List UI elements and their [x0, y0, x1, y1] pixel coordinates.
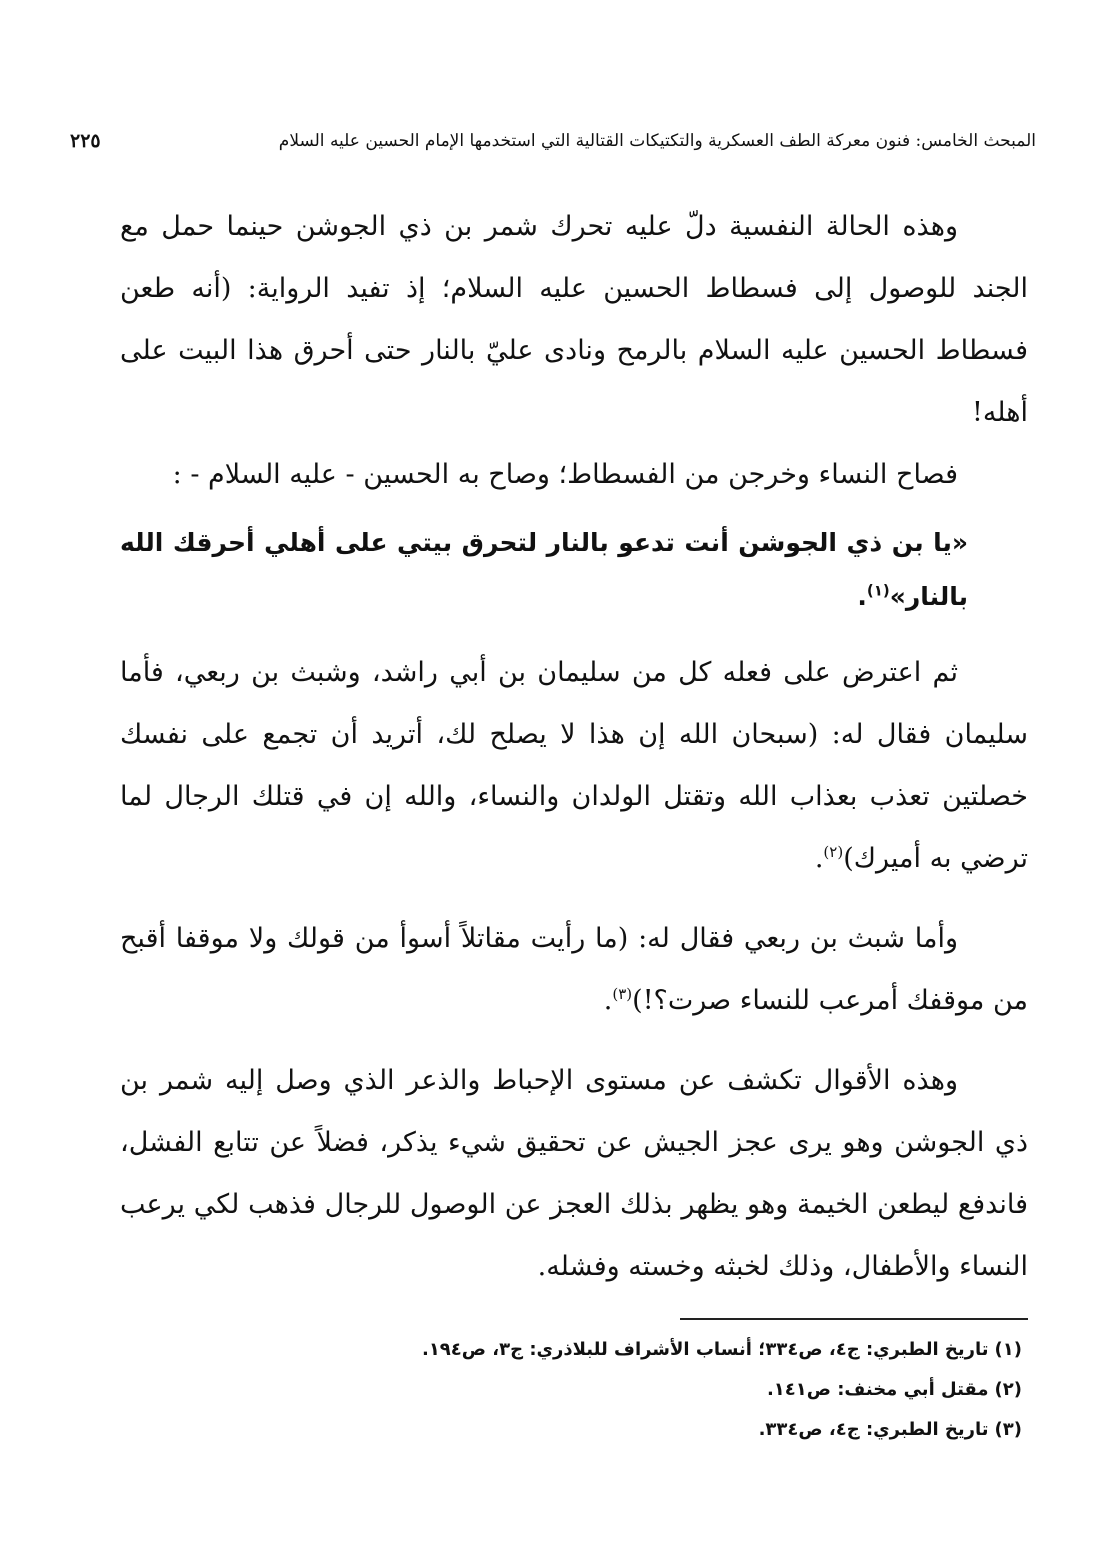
footnote-text: مقتل أبي مخنف: ص١٤١.	[766, 1379, 989, 1400]
footnote-separator	[680, 1318, 1028, 1320]
paragraph-1: وهذه الحالة النفسية دلّ عليه تحرك شمر بن ذي الجوشن حينما حمل مع الجند للوصول إلى فسطاط الحسين عليه السلام؛ إذ تفيد الرواية: (أنه طعن فسطاط الحسين عليه السلام بالرمح ونادى عليّ بالنار حتى أحرق هذا البيت على أهله!	[120, 211, 1028, 428]
quote-text: «يا بن ذي الجوشن أنت تدعو بالنار لتحرق بيتي على أهلي أحرقك الله بالنار»	[120, 528, 968, 611]
chapter-title: المبحث الخامس: فنون معركة الطف العسكرية والتكتيكات القتالية التي استخدمها الإمام الحسين عليه السلام	[278, 131, 1036, 151]
footnote-number: (٢)	[994, 1379, 1022, 1400]
footnote-text: تاريخ الطبري: ج٤، ص٣٣٤.	[758, 1419, 989, 1440]
quote-period: .	[857, 582, 867, 611]
footnote-1	[120, 1330, 1022, 1370]
running-header	[70, 124, 1036, 158]
footnote-ref-1[interactable]: (١)	[866, 581, 890, 600]
footnote-2	[120, 1370, 1022, 1410]
hussain-quote	[120, 516, 1028, 624]
paragraph-2: فصاح النساء وخرجن من الفسطاط؛ وصاح به الحسين - عليه السلام - :	[172, 459, 958, 490]
footnote-number: (٣)	[994, 1419, 1022, 1440]
paragraph-3-text: ثم اعترض على فعله كل من سليمان بن أبي راشد، وشبث بن ربعي، فأما سليمان فقال له: (سبحان الله إن هذا لا يصلح لك، أتريد أن تجمع على نفسك خصلتين تعذب بعذاب الله وتقتل الولدان والنساء، والله إن في قتلك الرجال لما ترضي به أميرك)	[120, 657, 1028, 874]
page-number: ٢٢٥	[70, 130, 101, 152]
paragraph-4-text: وأما شبث بن ربعي فقال له: (ما رأيت مقاتلاً أسوأ من قولك ولا موقفا أقبح من موقفك أمرعب للنساء صرت؟!)	[120, 923, 1028, 1016]
main-text	[120, 196, 1028, 1298]
paragraph-4-period: .	[603, 985, 613, 1016]
footnote-3	[120, 1410, 1022, 1450]
footnote-ref-3[interactable]: (٣)	[612, 985, 633, 1003]
footnote-number: (١)	[994, 1339, 1022, 1360]
paragraph-3-period: .	[814, 843, 824, 874]
footnote-ref-2[interactable]: (٢)	[823, 843, 844, 861]
paragraph-5: وهذه الأقوال تكشف عن مستوى الإحباط والذعر الذي وصل إليه شمر بن ذي الجوشن وهو يرى عجز الجيش عن تحقيق شيء يذكر، فضلاً عن تتابع الفشل، فاندفع ليطعن الخيمة وهو يظهر بذلك العجز عن الوصول للرجال فذهب لكي يرعب النساء والأطفال، وذلك لخبثه وخسته وفشله.	[120, 1065, 1028, 1282]
footnote-text: تاريخ الطبري: ج٤، ص٣٣٤؛ أنساب الأشراف للبلاذري: ج٣، ص١٩٤.	[421, 1339, 989, 1360]
paragraph-4	[120, 908, 1028, 1032]
footnotes	[120, 1330, 1022, 1450]
paragraph-3	[120, 642, 1028, 890]
